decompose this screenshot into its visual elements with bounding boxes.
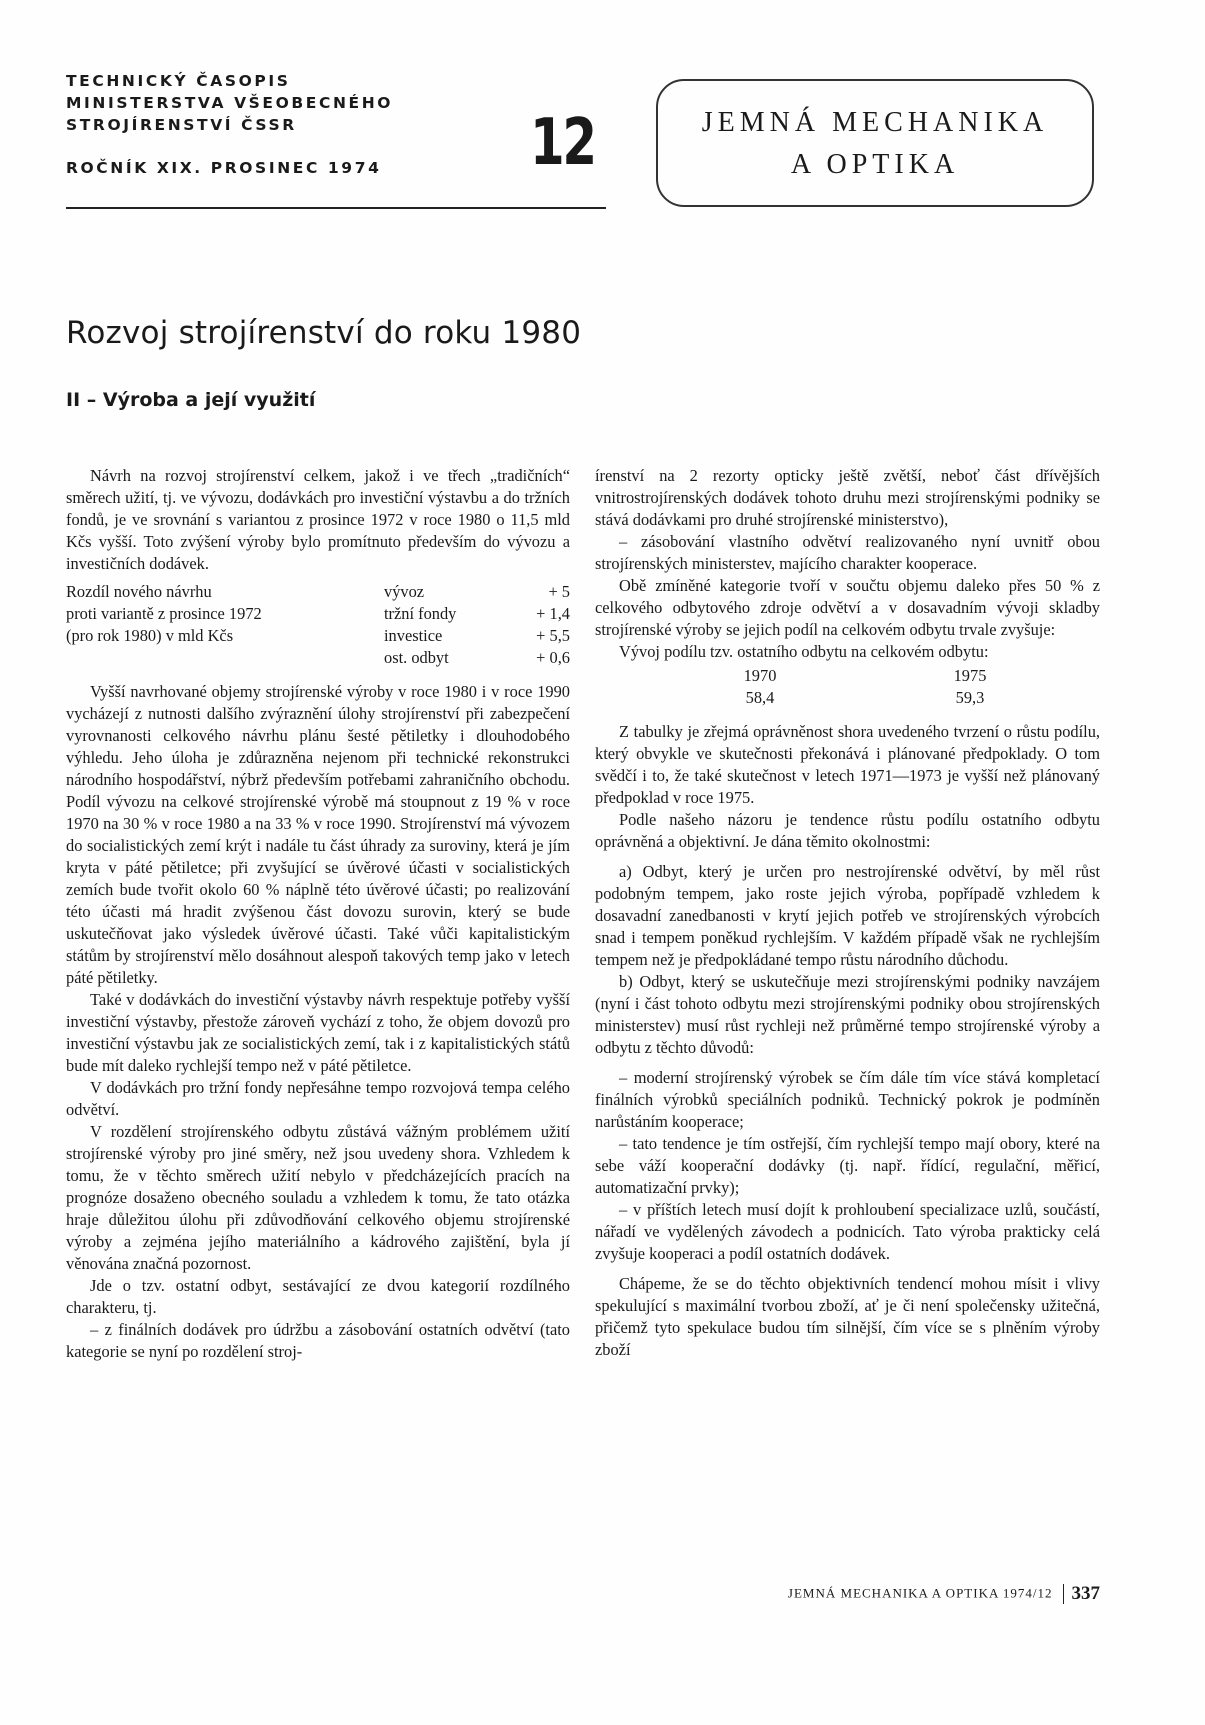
journal-title-line-1: JEMNÁ MECHANIKA [701,107,1049,138]
footer-divider [1063,1584,1064,1604]
list-item: – v příštích letech musí dojít k prohloubení specializace uzlů, součástí, nářadí ve vydělených závodech a podnicích. Tato výroba prakticky celá zvyšuje kooperaci a podíl ostatních dodávek. [595,1200,1100,1263]
left-column [66,465,570,1363]
paragraph: Jde o tzv. ostatní odbyt, sestávající ze dvou kategorií rozdílného charakteru, tj. [66,1276,570,1317]
paragraph: Obě zmíněné kategorie tvoří v součtu objemu daleko přes 50 % z celkového odbytového zdroje odvětví a v dosavadním vývoji skladby strojírenské výroby se jejich podíl na celkovém odbytu trvale zvyšuje: [595,576,1100,639]
table-row [66,581,570,603]
page-number: 337 [1071,1583,1100,1604]
share-table [655,665,1075,709]
masthead-volume-date: ROČNÍK XIX. PROSINEC 1974 [66,159,382,177]
article-title: Rozvoj strojírenství do roku 1980 [66,315,582,351]
paragraph: Z tabulky je zřejmá oprávněnost shora uvedeného tvrzení o růstu podílu, který obvykle ve skutečnosti překonává i plánované předpoklady. O tom svědčí i to, že také skutečnost v letech 1971—1973 je vyšší než plánovaný předpoklad v roce 1975. [595,722,1100,807]
footer-journal: JEMNÁ MECHANIKA A OPTIKA 1974/12 [787,1585,1053,1601]
list-item: – moderní strojírenský výrobek se čím dále tím více stává kompletací finálních výrobků speciálních podniků. Technický pokrok je podmíněn narůstáním kooperace; [595,1068,1100,1131]
table-value: + 5,5 [536,626,570,645]
journal-title-box [656,79,1094,207]
table-year: 1970 [743,666,777,685]
issue-number: 12 [530,106,595,180]
paragraph: b) Odbyt, který se uskutečňuje mezi strojírenskými podniky navzájem (nyní i část tohoto odbytu mezi strojírenskými podniky obou strojírenských ministerstev) musí růst rychleji než průměrné tempo strojírenské výroby a odbytu z těchto důvodů: [595,972,1100,1057]
paragraph: Podle našeho názoru je tendence růstu podílu ostatního odbytu oprávněná a objektivní. Je dána těmito okolnostmi: [595,810,1100,851]
paragraph: – z finálních dodávek pro údržbu a zásobování ostatních odvětví (tato kategorie se nyní po rozdělení stroj- [66,1320,570,1361]
table-row [66,625,570,647]
paragraph-continued: írenství na 2 rezorty opticky ještě zvětší, neboť část dřívějších vnitrostrojírenských dodávek tohoto druhu mezi strojírenskými podniky se stává dodávkami pro druhé strojírenské ministerstvo), [595,466,1100,529]
table-category: vývoz [384,582,425,601]
table-category: tržní fondy [384,604,457,623]
masthead-rule [66,207,606,209]
paragraph: Vyšší navrhované objemy strojírenské výroby v roce 1980 i v roce 1990 vycházejí z nutnosti dalšího zvýraznění úlohy strojírenství při zabezpečení vyrovnanosti celkového návrhu plánu šesté pětiletky i dlouhodobého výhledu. Jeho úloha je zdůrazněna nejenom při technické rekonstrukci národního hospodářství, nýbrž především potřebami zahraničního obchodu. Podíl vývozu na celkové strojírenské výrobě má stoupnout z 19 % v roce 1970 na 30 % v roce 1980 a na 33 % v roce 1990. Strojírenství má vývozem do socialistických zemí krýt i nadále tu část úhrady za suroviny, která je jím kryta v páté pětiletce; při zvyšující se úvěrové účasti v socialistických zemích bude tvořit okolo 60 % náplně této úvěrové účasti; po realizování této účasti má hradit zvýšenou část dovozu surovin, který se bude uskutečňovat jako výsledek úvěrové účasti. Také vůči kapitalistickým státům by strojírenství mělo dosáhnout alespoň takových temp jako v letech páté pětiletky. [66,682,570,987]
table-row [66,603,570,625]
table-desc-line-3: (pro rok 1980) v mld Kčs [66,626,234,645]
table-row [66,647,570,669]
paragraph: Chápeme, že se do těchto objektivních tendencí mohou mísit i vlivy spekulující s maximální tvorbou zboží, ať je či není společensky užitečná, přičemž tyto spekulace budou tím silnější, čím více se s plněním výroby zboží [595,1274,1100,1359]
difference-table [66,581,570,669]
table-desc-empty [66,647,384,669]
paragraph: Také v dodávkách do investiční výstavby návrh respektuje potřeby vyšší investiční výstavby, přestože zároveň vychází z toho, že objem dovozů pro investiční výstavbu jak ze socialistických zemí, tak i z kapitalistických států bude mít daleko rychlejší tempo než v páté pětiletce. [66,990,570,1075]
article-subtitle: II – Výroba a její využití [66,389,316,411]
table-desc-line-1: Rozdíl nového návrhu [66,582,212,601]
table-row [655,665,1075,687]
paragraph: Vývoj podílu tzv. ostatního odbytu na celkovém odbytu: [619,642,989,661]
masthead-publisher-line-3: STROJÍRENSTVÍ ČSSR [66,116,297,134]
paragraph: a) Odbyt, který je určen pro nestrojírenské odvětví, by měl růst podobným tempem, jako roste jejich výroba, popřípadě vzhledem k dosavadní zanedbanosti v krytí jejich potřeb ve strojírenských výrobcích snad i tempem poněkud rychlejším. V každém případě však ne rychlejším tempem než je předpokládané tempo růstu národního důchodu. [595,862,1100,969]
table-value: + 1,4 [536,604,570,623]
journal-title-line-2: A OPTIKA [790,149,960,180]
table-desc-line-2: proti variantě z prosince 1972 [66,604,262,623]
right-column [595,465,1100,1361]
table-value: 58,4 [745,688,775,707]
table-value: 59,3 [955,688,985,707]
table-category: ost. odbyt [384,648,449,667]
table-value: + 5 [548,582,570,601]
masthead-publisher-line-1: TECHNICKÝ ČASOPIS [66,72,291,90]
list-item: – tato tendence je tím ostřejší, čím rychlejší tempo mají obory, které na sebe váží kooperační dodávky (tj. např. řídící, regulační, měřicí, automatizační prvky); [595,1134,1100,1197]
table-value: + 0,6 [536,648,570,667]
paragraph: V dodávkách pro tržní fondy nepřesáhne tempo rozvojová tempa celého odvětví. [66,1078,570,1119]
table-year: 1975 [953,666,987,685]
masthead [66,70,606,179]
table-row [655,687,1075,709]
page-footer [760,1583,1100,1605]
masthead-publisher-line-2: MINISTERSTVA VŠEOBECNÉHO [66,94,394,112]
paragraph: V rozdělení strojírenského odbytu zůstává vážným problémem užití strojírenské výroby pro jiné směry, než jsou uvedeny shora. Vzhledem k tomu, že v těchto směrech užití nebylo v předcházejících pracích na prognóze dosaženo obecného souladu a vzhledem k tomu, že tato otázka hraje důležitou úlohu při zdůvodňování celkového objemu strojírenské výroby a zejména jejího materiálního a kádrového zajištění, byla jí věnována značná pozornost. [66,1122,570,1273]
paragraph: – zásobování vlastního odvětví realizovaného nyní uvnitř obou strojírenských ministerstev, majícího charakter kooperace. [595,532,1100,573]
paragraph: Návrh na rozvoj strojírenství celkem, jakož i ve třech „tradičních“ směrech užití, tj. ve vývozu, dodávkách pro investiční výstavbu a do tržních fondů, je ve srovnání s variantou z prosince 1972 v roce 1980 o 11,5 mld Kčs vyšší. Toto zvýšení výroby bylo promítnuto především do vývozu a investičních dodávek. [66,466,570,573]
table-category: investice [384,626,443,645]
